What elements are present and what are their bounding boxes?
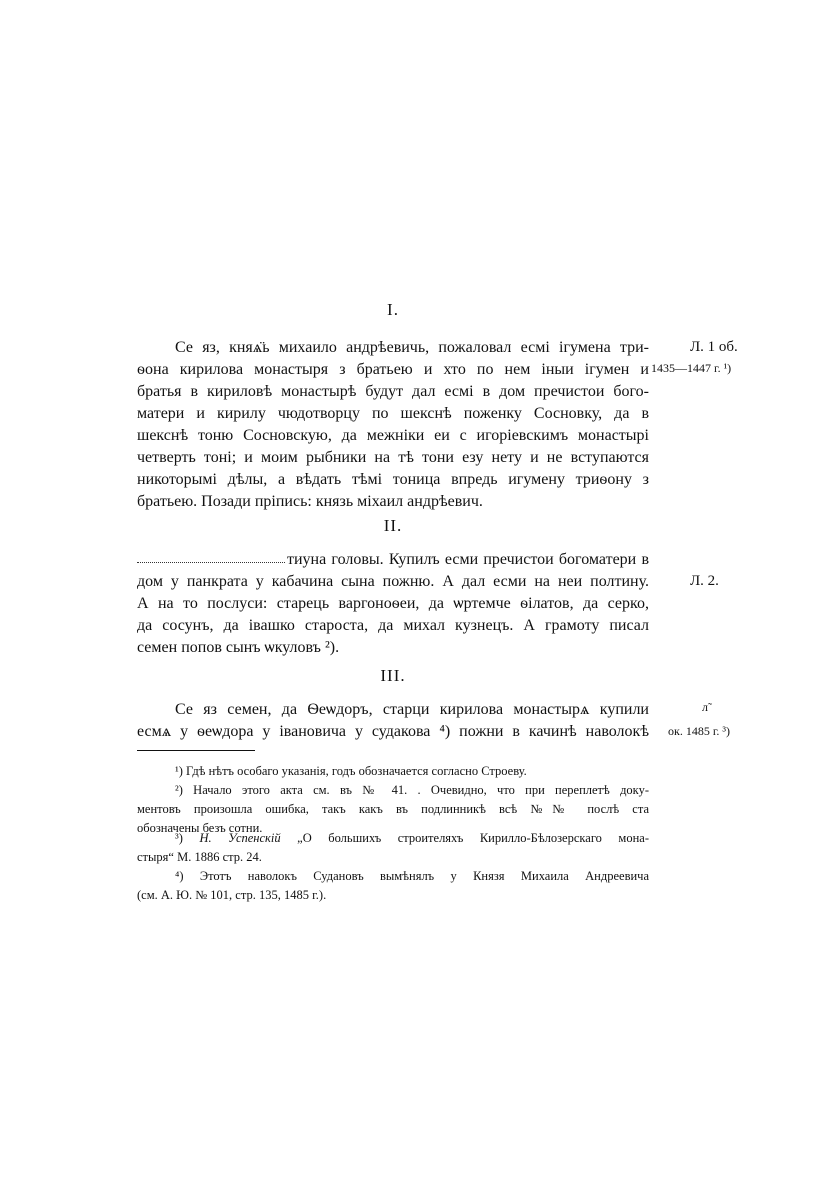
section-heading-3: III. [380,666,406,685]
footnote-1: ¹) Гдѣ нѣтъ особаго указанія, годъ обозначается согласно Строеву. [175,764,527,778]
section-1-line-5: шекснѣ тоню Сосновскую, да межніки еи с игоріевскимъ монастырі [137,427,649,444]
section-1-line-7: никоторымі дѣлы, а вѣдать тѣмі тоница впредь игумену триѳону з [137,471,649,488]
section-heading-1: I. [387,300,399,319]
section-1-line-4: матери и кирилу чюдотворцу по шекснѣ поженку Сосновку, да в [137,405,649,422]
footnote-3-line-2: стыря“ М. 1886 стр. 24. [137,850,262,864]
section-3-date-note: ок. 1485 г. ³) [668,724,730,738]
footnote-2-line-3: обозначены безъ сотни. [137,821,263,835]
footnote-3-author: Н. Успенскій [199,831,281,845]
section-2-folio-note: Л. 2. [690,573,719,589]
footnote-2-line-1: ²) Начало этого акта см. въ № 41. . Очевидно, что при переплетѣ доку- [175,783,649,797]
section-1-folio-note: Л. 1 об. [690,339,738,355]
section-2-line-4: да сосунъ, да івашко староста, да михал кузнецъ. А грамоту писал [137,617,649,634]
section-1-line-1: Се яз, княѧ̈ь михаило андрѣевичь, пожаловал есмі ігумена три- [175,339,649,356]
section-2-line-3: А на то послуси: старець варгоноѳеи, да ѡртемче ѳілатов, да серко, [137,595,649,612]
section-3-line-2: есмѧ у ѳеѡдора у івановича у судакова ⁴) пожни в качинѣ наволокѣ [137,723,649,740]
footnote-3-line-1 [137,829,649,847]
section-1-line-8: братьею. Позади пріпись: князь міхаил андрѣевич. [137,493,483,510]
footnote-4-line-2: (см. А. Ю. № 101, стр. 135, 1485 г.). [137,888,327,902]
section-2-line-5: семен попов сынъ ѡкуловъ ²). [137,639,340,656]
footnote-2-line-2: ментовъ произошла ошибка, такъ какъ въ подлинникѣ всѣ №№ послѣ ста [137,802,649,816]
section-1-line-6: четверть тоні; и моим рыбники на тѣ тони езу нету и не вступаются [137,449,649,466]
footnote-3-title: „О большихъ строителяхъ Кирилло-Бѣлозерскаго мона- [297,831,649,845]
section-3-folio-note: л̃ [702,700,708,714]
section-heading-2: II. [383,516,403,535]
section-1-date-note: 1435—1447 г. ¹) [651,361,732,375]
section-2-line-2: дом у панкрата у кабачина сына пожню. А дал есми на неи полтину. [137,573,649,590]
footnote-4-line-1: ⁴) Этотъ наволокъ Судановъ вымѣнялъ у Князя Михаила Андреевича [175,869,649,883]
section-2-line-1: тиуна головы. Купилъ есми пречистои богоматери в [287,551,649,568]
footnote-rule [137,750,255,751]
section-1-line-3: братья в кириловѣ монастырѣ будут дал есмі в дом пречистои бого- [137,383,649,400]
footnote-3-marker: ³) [175,831,200,845]
section-1-line-2: ѳона кирилова монастыря з братьею и хто по нем іныи ігумен и [137,361,649,378]
section-3-line-1: Се яз семен, да Ѳеѡдоръ, старци кирилова монастырѧ купили [175,701,649,718]
